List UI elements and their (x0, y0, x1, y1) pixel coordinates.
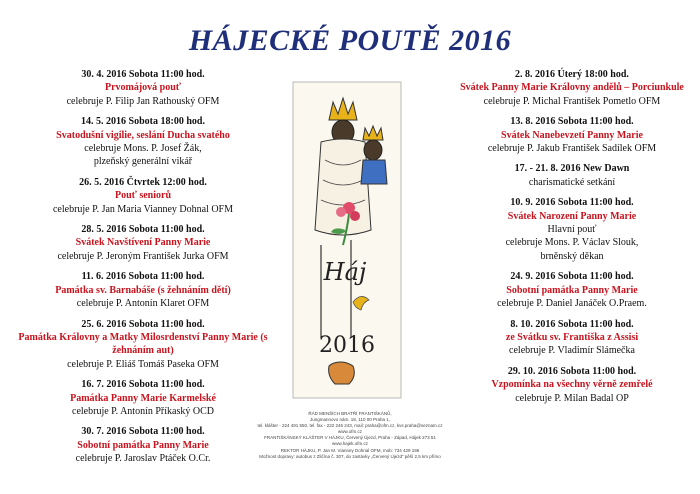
event-item (8, 176, 278, 216)
footer (250, 411, 450, 460)
illustration-svg (291, 80, 403, 400)
event-name: Prvomájová pouť (104, 82, 182, 94)
madonna-robe (315, 139, 371, 235)
event-detail: celebruje P. Jaroslav Ptáček O.Cr. (75, 453, 211, 465)
event-detail: celebruje P. Vladimír Slámečka (509, 345, 635, 357)
page-title: HÁJECKÉ POUTĚ 2016 (188, 24, 512, 57)
event-item (446, 365, 698, 405)
event-name: Svatodušní vigilie, seslání Ducha svatého (56, 129, 230, 141)
event-detail: celebruje P. Antonín Příkaský OCD (72, 405, 214, 417)
footer-line: www.hajek.ofm.cz (331, 441, 368, 447)
event-item (8, 115, 278, 169)
event-date: 13. 8. 2016 Sobota 11:00 hod. (510, 116, 634, 128)
event-name: Sobotní památka Panny Marie (506, 284, 638, 296)
event-item (8, 270, 278, 310)
event-date: 29. 10. 2016 Sobota 11:00 hod. (507, 365, 637, 377)
event-detail: celebruje P. Antonín Klaret OFM (76, 298, 210, 310)
event-name: Památka Panny Marie Karmelské (70, 392, 216, 404)
event-name: Pouť seniorů (114, 190, 172, 202)
event-item (446, 68, 698, 108)
event-item (446, 196, 698, 263)
event-date: 28. 5. 2016 Sobota 11:00 hod. (81, 224, 205, 236)
event-item (446, 318, 698, 358)
event-detail: celebruje Mons. P. Josef Žák, (84, 143, 202, 155)
footer-line: REKTOR HÁJKU, P. Jan M. Vianney Dohnal OFM, mob: 734 429 196 (280, 447, 420, 453)
event-date: 25. 6. 2016 Sobota 11:00 hod. (81, 318, 205, 330)
event-name: Svátek Nanebevzetí Panny Marie (501, 129, 643, 141)
event-date: 16. 7. 2016 Sobota 11:00 hod. (81, 379, 205, 391)
event-detail: celebruje P. Milan Badal OP (515, 392, 629, 404)
footer-line: FRANTIŠKÁNSKÝ KLÁŠTER V HÁJKU, Červený Újezd, Praha - Západ, Hájek 273 51 (264, 435, 436, 441)
event-name: Vzpomínka na všechny věrně zemřelé (491, 379, 653, 391)
event-item (446, 270, 698, 310)
event-date: 26. 5. 2016 Čtvrtek 12:00 hod. (79, 176, 207, 188)
right-column (446, 68, 698, 412)
crown-icon (329, 98, 357, 120)
event-date: 14. 5. 2016 Sobota 18:00 hod. (81, 116, 205, 128)
event-detail: celebruje P. Jan Maria Vianney Dohnal OFM (52, 203, 233, 215)
event-detail: celebruje P. Daniel Janáček O.Praem. (497, 298, 647, 310)
child-face (364, 140, 382, 160)
event-date: 30. 4. 2016 Sobota 11:00 hod. (81, 69, 205, 80)
event-detail: Hlavní pouť (547, 224, 597, 236)
event-name: Památka sv. Barnabáše (s žehnáním dětí) (55, 284, 231, 296)
event-name: Sobotní památka Panny Marie (77, 439, 209, 451)
event-detail: charismatické setkání (528, 176, 616, 188)
event-item (446, 115, 698, 155)
child-robe (361, 160, 387, 184)
event-name: Svátek Narození Panny Marie (507, 210, 637, 222)
art-year: 2016 (319, 333, 375, 358)
footer-line: Možnost dopravy: autobus z Zličína č. 307, do zastávky „Červený Újezd“ pěší 2,5 km přímo (259, 453, 441, 459)
event-date: 8. 10. 2016 Sobota 11:00 hod. (510, 318, 634, 330)
event-detail: celebruje P. Eliáš Tomáš Paseka OFM (67, 358, 219, 370)
event-date: 24. 9. 2016 Sobota 11:00 hod. (510, 271, 634, 283)
jug-icon (329, 362, 355, 384)
event-name: Svátek Panny Marie Královny andělů – Porciunkule (460, 82, 684, 94)
event-date: 11. 6. 2016 Sobota 11:00 hod. (81, 271, 205, 283)
event-detail: celebruje Mons. P. Václav Slouk, (505, 237, 639, 249)
event-date: 10. 9. 2016 Sobota 11:00 hod. (510, 197, 634, 209)
event-item (8, 68, 278, 108)
footer-line: Jungmannovo nám. 18, 110 00 Praha 1, (310, 417, 390, 423)
event-date: 30. 7. 2016 Sobota 11:00 hod. (81, 426, 205, 438)
art-word: Háj (323, 258, 367, 286)
event-detail: celebruje P. Jakub František Sadílek OFM (487, 143, 657, 155)
event-detail: celebruje P. Jeroným František Jurka OFM (57, 250, 229, 262)
event-date: 2. 8. 2016 Úterý 18:00 hod. (515, 69, 629, 80)
footer-line: www.ofm.cz (337, 429, 362, 435)
event-item (8, 318, 278, 372)
event-date: 17. - 21. 8. 2016 New Dawn (514, 163, 630, 175)
footer-line: ŘÁD MENŠÍCH BRATŘÍ FRANTIŠKÁNŮ, (308, 411, 392, 416)
event-detail: plzeňský generální vikář (93, 156, 193, 168)
event-item (8, 378, 278, 418)
event-detail: celebruje P. Michal František Pometlo OFM (483, 95, 661, 107)
left-column (8, 68, 278, 473)
madonna-illustration (291, 80, 403, 400)
event-item (446, 162, 698, 189)
event-item (8, 425, 278, 465)
event-detail: celebruje P. Filip Jan Rathouský OFM (66, 95, 220, 107)
footer-line: tel. klášter - 224 491 550, tel. fax - 222 246 243, mail: praha@ofm.cz, kvs.praha@seznam.cz (257, 423, 443, 429)
event-name: ze Svátku sv. Františka z Assisi (505, 331, 639, 343)
event-item (8, 223, 278, 263)
event-name: Památka Královny a Matky Milosrdenství Panny Marie (s žehnáním aut) (18, 331, 268, 357)
event-name: Svátek Navštívení Panny Marie (75, 237, 211, 249)
event-detail: brněnský děkan (540, 250, 604, 262)
